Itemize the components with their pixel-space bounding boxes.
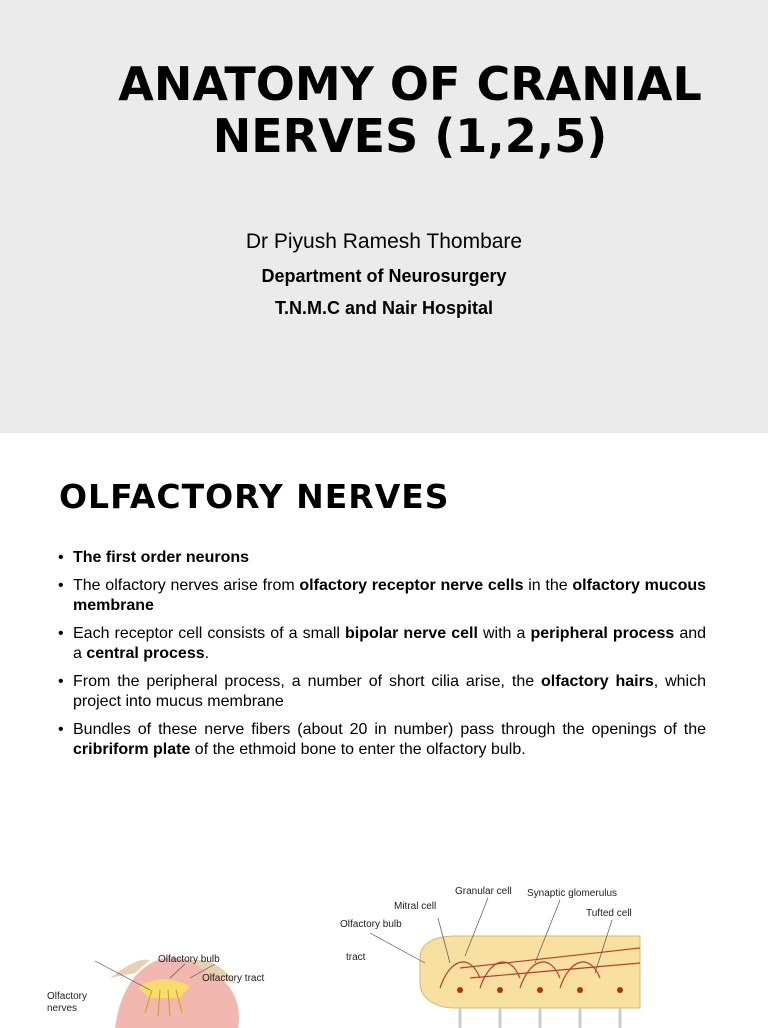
label-olfactory-nerves-2: nerves — [47, 1003, 78, 1014]
bullet-text: Each receptor cell consists of a small — [73, 625, 346, 642]
bullet-list — [58, 548, 706, 768]
bullet-item — [58, 576, 706, 616]
label-olfactory-tract: Olfactory tract — [202, 973, 265, 984]
incoming-fibers — [460, 1008, 620, 1028]
bullet-item — [58, 548, 706, 568]
author-name: Dr Piyush Ramesh Thombare — [245, 230, 523, 253]
bullet-text: Bundles of these nerve fibers (about 20 in number) pass through the openings of the — [73, 721, 706, 738]
bullet-text: in the — [523, 577, 573, 594]
slide-heading: OLFACTORY NERVES — [59, 477, 450, 516]
bullet-text: The first order neurons — [73, 549, 250, 566]
bullet-text: olfactory receptor nerve cells — [299, 577, 524, 594]
bullet-text: bipolar nerve cell — [345, 625, 478, 642]
bulb-layer-shape — [420, 936, 640, 1008]
bullet-text: cribriform plate — [73, 741, 191, 758]
olfactory-bulb-illustration — [40, 878, 290, 1028]
label-tract: tract — [346, 952, 366, 963]
label-granular-cell: Granular cell — [455, 886, 512, 897]
bulb-pointer-right — [370, 933, 425, 963]
bullet-text: with a — [477, 625, 531, 642]
bullet-text: From the peripheral process, a number of short cilia arise, the — [73, 673, 542, 690]
olfactory-bulb-microstructure-illustration — [340, 878, 670, 1028]
label-olfactory-bulb: Olfactory bulb — [158, 954, 220, 965]
bullet-text: olfactory mucous membrane — [73, 577, 707, 614]
bullet-text: . — [204, 645, 210, 662]
bullet-item — [58, 672, 706, 712]
bullet-text: peripheral process — [530, 625, 675, 642]
label-olfactory-bulb-right: Olfactory bulb — [340, 919, 402, 930]
bullet-item — [58, 624, 706, 664]
department-name: Department of Neurosurgery — [261, 266, 507, 286]
label-olfactory-nerves-1: Olfactory — [47, 991, 88, 1002]
bullet-text: , which project into mucus membrane — [73, 673, 706, 710]
bullet-text: central process — [86, 645, 205, 662]
bullet-text: olfactory hairs — [541, 673, 654, 690]
bullet-text: and a — [73, 625, 707, 662]
label-mitral-cell: Mitral cell — [394, 901, 437, 912]
label-synaptic-glomerulus: Synaptic glomerulus — [527, 888, 618, 899]
label-tufted-cell: Tufted cell — [586, 908, 632, 919]
hospital-name: T.N.M.C and Nair Hospital — [274, 298, 494, 318]
title-slide — [0, 0, 768, 433]
bullet-item — [58, 720, 706, 760]
olfactory-slide — [0, 433, 768, 1024]
presentation-title: ANATOMY OF CRANIAL NERVES (1,2,5) — [118, 57, 702, 163]
bullet-text: of the ethmoid bone to enter the olfactory bulb. — [190, 741, 526, 758]
bullet-text: The olfactory nerves arise from — [73, 577, 300, 594]
